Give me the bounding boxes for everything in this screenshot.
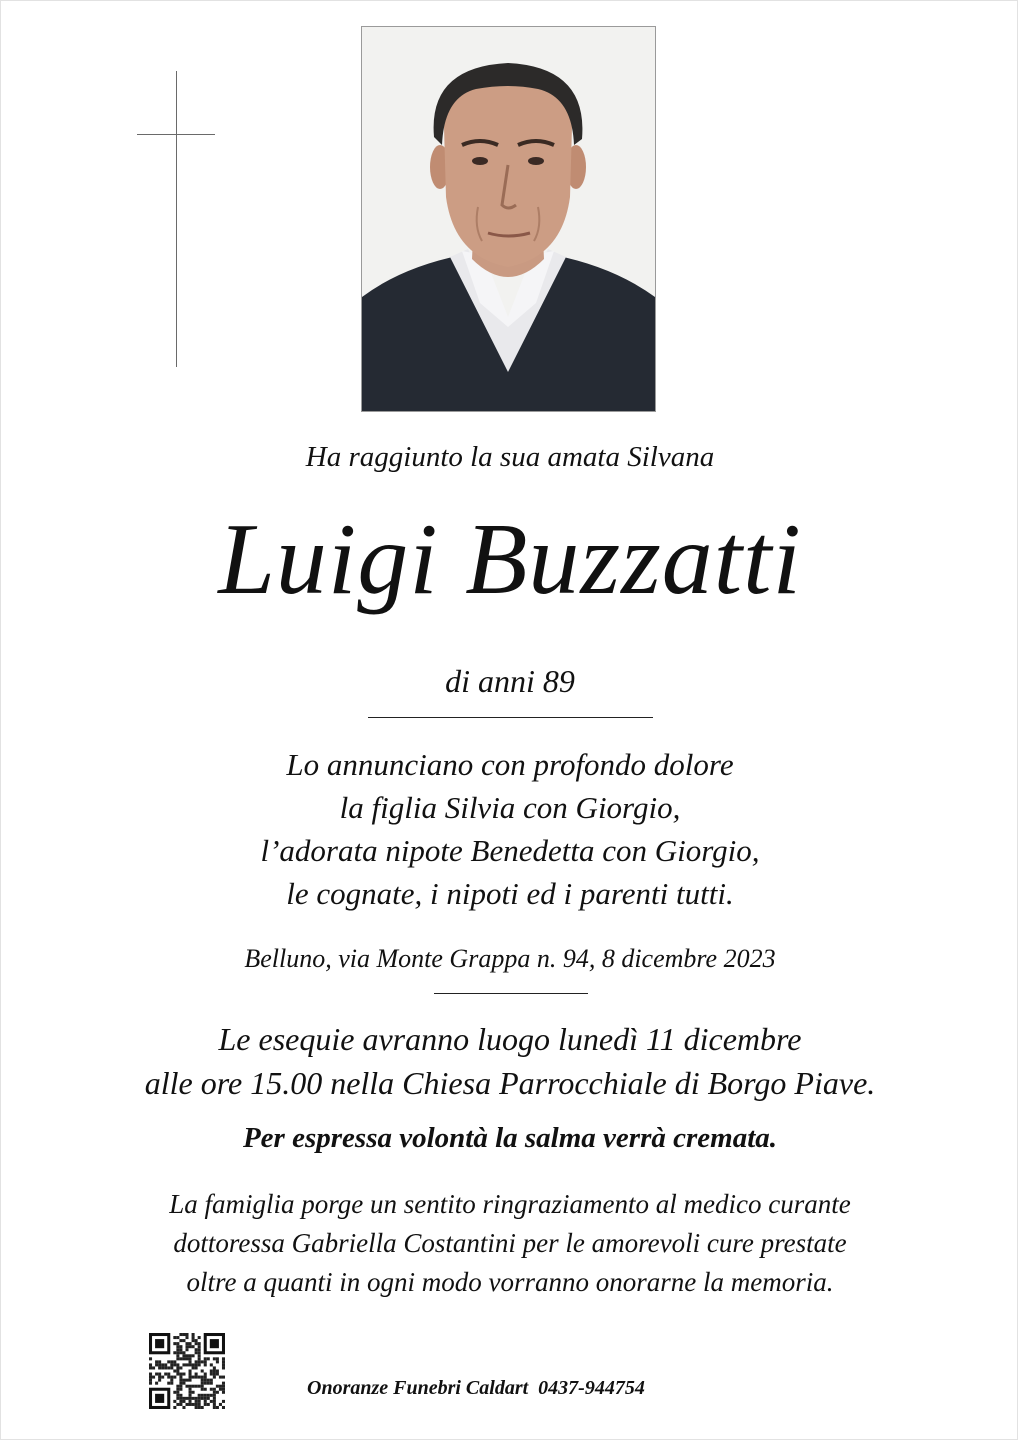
- cross-horizontal-bar: [137, 134, 215, 135]
- pre-name-text: Ha raggiunto la sua amata Silvana: [305, 441, 715, 473]
- funeral-home-name: Onoranze Funebri Caldart: [307, 1377, 529, 1399]
- divider: [368, 717, 653, 718]
- cross-vertical-bar: [176, 71, 177, 367]
- funeral-home-footer: [307, 1377, 645, 1400]
- announcement-line: Lo annunciano con profondo dolore: [286, 747, 734, 782]
- thanks-block: [1, 1185, 1018, 1302]
- deceased-name: Luigi Buzzatti: [218, 503, 802, 616]
- announcement-block: [1, 743, 1018, 915]
- announcement-line: le cognate, i nipoti ed i parenti tutti.: [286, 876, 734, 911]
- divider: [434, 993, 588, 994]
- cremation-note: Per espressa volontà la salma verrà cremata.: [242, 1122, 778, 1154]
- thanks-line: oltre a quanti in ogni modo vorranno onorarne la memoria.: [186, 1267, 834, 1297]
- funeral-line: alle ore 15.00 nella Chiesa Parrocchiale di Borgo Piave.: [144, 1065, 876, 1101]
- place-date-text: Belluno, via Monte Grappa n. 94, 8 dicembre 2023: [244, 944, 776, 973]
- funeral-block: [1, 1017, 1018, 1105]
- funeral-home-phone: 0437-944754: [538, 1377, 645, 1399]
- funeral-line: Le esequie avranno luogo lunedì 11 dicembre: [218, 1021, 802, 1057]
- thanks-line: dottoressa Gabriella Costantini per le amorevoli cure prestate: [173, 1228, 847, 1258]
- portrait-photo: [361, 26, 656, 412]
- thanks-line: La famiglia porge un sentito ringraziamento al medico curante: [169, 1189, 851, 1219]
- age-text: di anni 89: [445, 663, 575, 699]
- announcement-line: la figlia Silvia con Giorgio,: [339, 790, 681, 825]
- qr-code-icon[interactable]: [149, 1333, 225, 1409]
- announcement-line: l’adorata nipote Benedetta con Giorgio,: [260, 833, 760, 868]
